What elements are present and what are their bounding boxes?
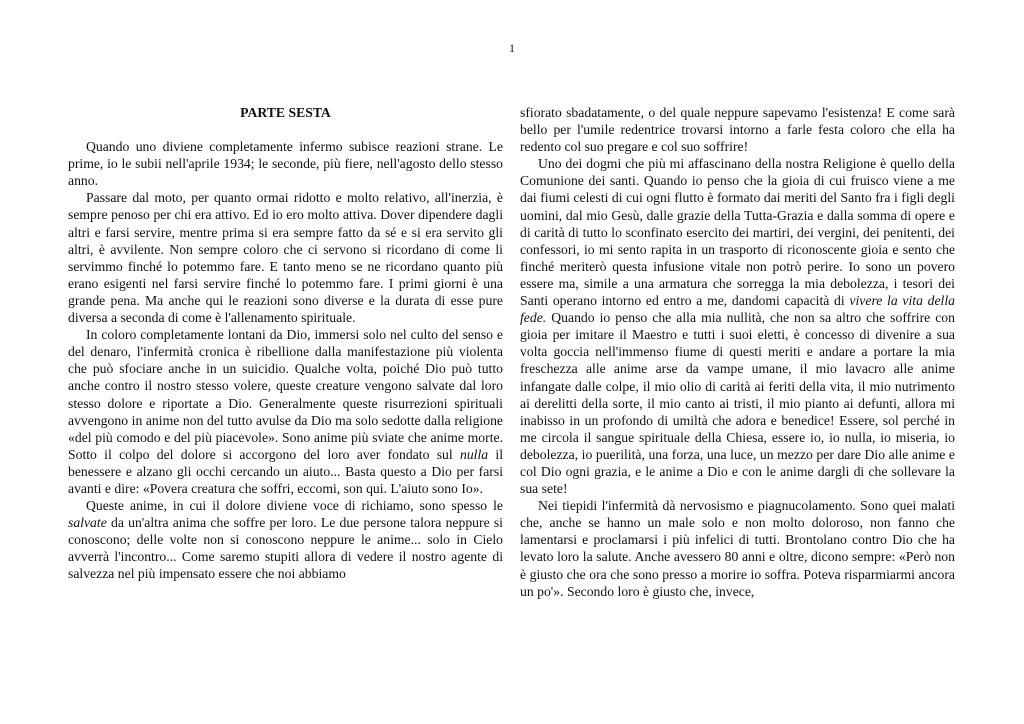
emphasis-text: nulla <box>459 446 489 462</box>
paragraph-text: da un'altra anima che soffre per loro. Le due persone talora neppure si conoscono; delle volte non si conoscono neppure le anime... solo in Cielo avverrà l'incontro... Come saremo stupiti allora di vedere il nostro agente di salvezza nel più impensato essere che noi abbiamo <box>68 515 503 582</box>
paragraph <box>68 326 503 497</box>
paragraph: Nei tiepidi l'infermità dà nervosismo e piagnucolamento. Sono quei malati che, anche se hanno un male solo e non molto doloroso, non fanno che lamentarsi e proclamarsi i più infelici di tutti. Brontolano contro Dio che ha levato loro la salute. Anche avessero 80 anni e oltre, dicono sempre: «Però non è giusto che ora che sono presso a morire io soffra. Poteva risparmiarmi ancora un po'». Secondo loro è giusto che, invece, <box>520 498 955 599</box>
page-number: 1 <box>509 41 515 55</box>
paragraph <box>68 497 503 582</box>
paragraph-text: Quando io penso che alla mia nullità, che non sa altro che soffrire con gioia per imitare il Maestro e tutti i suoi eletti, è concesso di divenire a sua volta goccia nell'immenso fiume di questi meriti e andare a portare la mia freschezza alle anime arse da vampe umane, il mio lavacro alle anime infangate dalle colpe, il mio olio di carità ai feriti della vita, il mio nutrimento ai derelitti della sorte, il mio canto ai tristi, il mio pianto ai defunti, allora mi inabisso in un profondo di umiltà che adora e benedice! Essere, sol perché in me circola il sangue spirituale della Chiesa, essere io, io nulla, io miseria, io debolezza, io puerilità, una forza, una luce, un mezzo per dare Dio alle anime e col Dio ogni grazia, e le anime a Dio e con le anime dargli di che sollevare la sua sete! <box>520 310 955 497</box>
paragraph-text: Queste anime, in cui il dolore diviene voce di richiamo, sono spesso le <box>86 498 503 514</box>
paragraph: Passare dal moto, per quanto ormai ridotto e molto relativo, all'inerzia, è sempre penoso per chi era attivo. Ed io ero molto attiva. Dover dipendere dagli altri e farsi servire, mentre prima si era sempre fatto da sé e si era servito gli altri, è avvilente. Non sempre coloro che ci servono si ricordano di come li servimmo finché lo potemmo fare. E tanto meno se ne ricordano quanto più erano esigenti nel farsi servire finché lo potemmo fare. I primi giorni è una grande pena. Ma anche qui le reazioni sono diverse e la durata di esse pure diversa a seconda di come è l'allenamento spirituale. <box>68 190 503 326</box>
left-column <box>68 104 503 583</box>
paragraph-text: Uno dei dogmi che più mi affascinano della nostra Religione è quello della Comunione dei santi. Quando io penso che la gioia di cui fruisco viene a me dai fiumi celesti di cui ogni flutto è formato dai meriti del Santo fra i figli degli uomini, dal mio Gesù, dalle grazie della Tutta-Grazia e dalla somma di opere e di carità di tutto lo sconfinato esercito dei martiri, dei vergini, dei penitenti, dei confessori, io mi sento rapita in un trasporto di riconoscente gioia e sento che finché meriterò questa infusione vitale non potrò perire. Io sono un povero essere ma, simile a una armatura che sorregga la mia debolezza, i tesori dei Santi operano intorno ed entro a me, dandomi capacità di <box>520 156 955 309</box>
emphasis-text: salvate <box>68 515 107 531</box>
paragraph <box>520 155 955 497</box>
section-title: PARTE SESTA <box>240 105 331 120</box>
paragraph-text: il benessere e alzano gli occhi cercando un aiuto... Basta questo a Dio per farsi avanti e dire: «Povera creatura che soffri, eccomi, son qui. L'aiuto sono Io». <box>68 446 503 496</box>
paragraph-text: In coloro completamente lontani da Dio, immersi solo nel culto del senso e del denaro, l'infermità cronica è ribellione dalla manifestazione più violenta che può sfociare anche in un suicidio. Qualche volta, poiché Dio può tutto anche contro il nostro stesso volere, queste creature vengono salvate dal loro stesso dolore e riportate a Dio. Generalmente queste risurrezioni spirituali avvengono in anime non del tutto avulse da Dio ma solo sedotte dalla religione «del più comodo e del più piacevole». Sono anime più sviate che anime morte. Sotto il colpo del dolore si accorgono del loro aver fondato sul <box>68 327 503 462</box>
paragraph: sfiorato sbadatamente, o del quale neppure sapevamo l'esistenza! E come sarà bello per l'umile redentrice trovarsi intorno a farle festa coloro che ella ha redento col suo pregare e col suo soffrire! <box>520 105 955 155</box>
right-column <box>520 104 955 600</box>
paragraph: Quando uno diviene completamente infermo subisce reazioni strane. Le prime, io le subii nell'aprile 1934; le seconde, più fiere, nell'agosto dello stesso anno. <box>68 139 503 189</box>
emphasis-text: vivere la vita della fede. <box>520 293 955 326</box>
